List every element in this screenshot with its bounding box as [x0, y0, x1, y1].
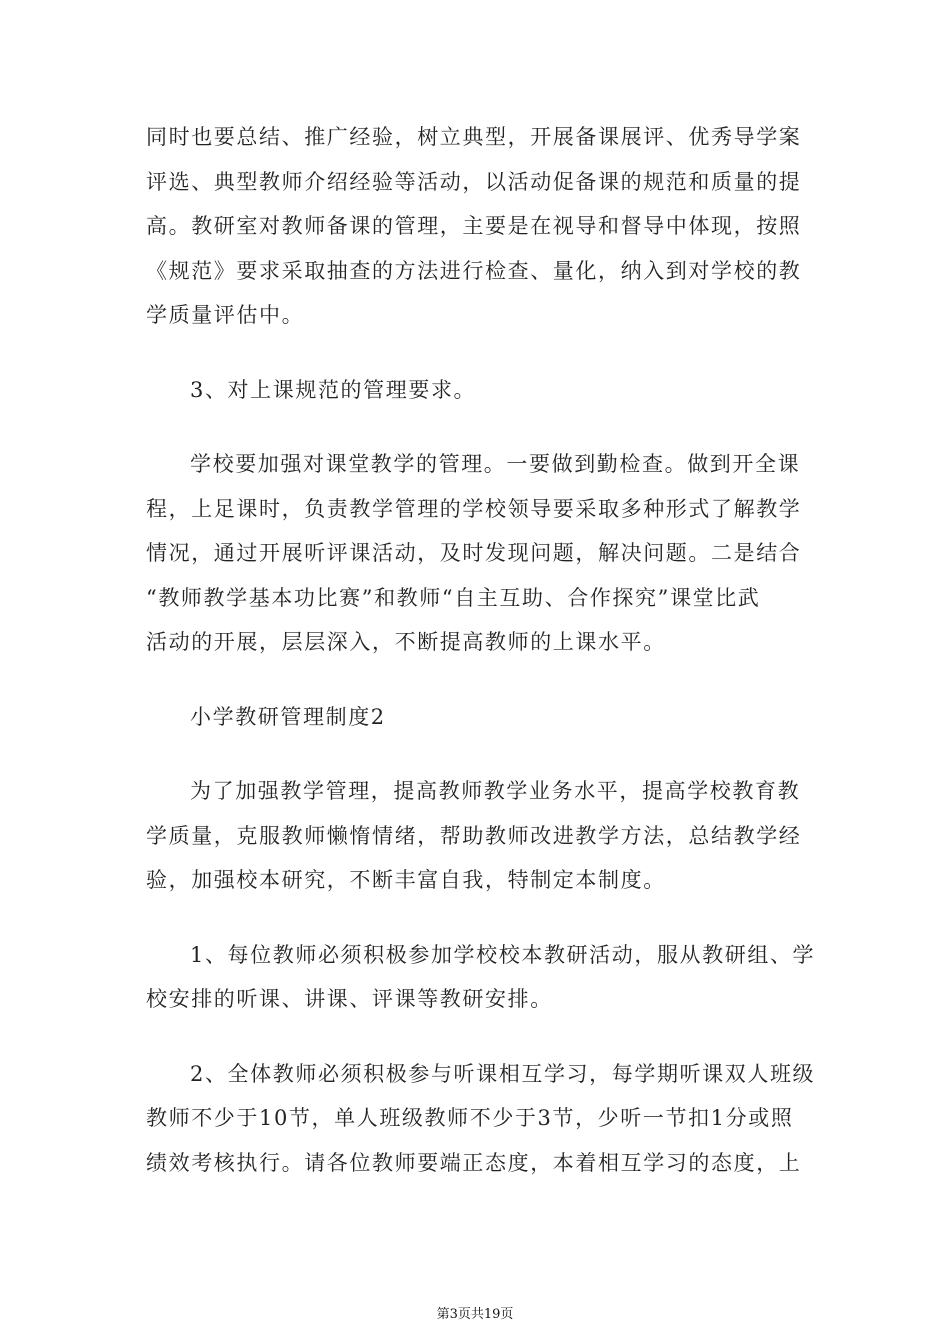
paragraph-line: 高。教研室对教师备课的管理，主要是在视导和督导中体现，按照 — [146, 214, 802, 238]
paragraph-line: “教师教学基本功比赛”和教师“自主互助、合作探究”课堂比武 — [146, 585, 761, 610]
paragraph-line: 验，加强校本研究，不断丰富自我，特制定本制度。 — [146, 868, 666, 892]
paragraph-line: 程，上足课时，负责教学管理的学校领导要采取多种形式了解教学 — [146, 496, 802, 521]
paragraph-line: 学质量，克服教师懒惰情绪，帮助教师改进教学方法，总结教学经 — [146, 823, 802, 848]
paragraph — [146, 442, 806, 665]
paragraph-line: 1、每位教师必须积极参加学校校本教研活动，服从教研组、学 — [190, 942, 816, 967]
paragraph-line: 校安排的听课、讲课、评课等教研安排。 — [146, 987, 553, 1011]
paragraph-line: 教师不少于10节，单人班级教师不少于3节，少听一节扣1分或照 — [146, 1106, 794, 1130]
paragraph-line: 情况，通过开展听评课活动，及时发现问题，解决问题。二是结合 — [146, 541, 802, 565]
paragraph-line: 学校要加强对课堂教学的管理。一要做到勤检查。做到开全课 — [190, 452, 801, 476]
paragraph — [146, 115, 806, 338]
paragraph-line: 小学教研管理制度2 — [190, 704, 386, 729]
paragraph-line: 学质量评估中。 — [146, 303, 305, 327]
paragraph-line: 活动的开展，层层深入，不断提高教师的上课水平。 — [146, 630, 666, 654]
paragraph-line: 3、对上课规范的管理要求。 — [190, 377, 477, 402]
paragraph-line: 绩效考核执行。请各位教师要端正态度，本着相互学习的态度，上 — [146, 1150, 802, 1175]
paragraph-line: 2、全体教师必须积极参与听课相互学习，每学期听课双人班级 — [190, 1061, 816, 1086]
paragraph-line: 同时也要总结、推广经验，树立典型，开展备课展评、优秀导学案 — [146, 125, 802, 149]
page-footer: 第3页共19页 — [436, 1307, 514, 1322]
paragraph — [146, 933, 816, 1022]
document-body — [146, 115, 816, 1215]
paragraph — [146, 769, 806, 903]
paragraph-line: 为了加强教学管理，提高教师教学业务水平，提高学校教育教 — [190, 779, 801, 803]
paragraph-line: 《规范》要求采取抽查的方法进行检查、量化，纳入到对学校的教 — [146, 258, 802, 283]
paragraph — [146, 695, 806, 740]
paragraph — [146, 1052, 816, 1186]
paragraph — [146, 368, 806, 413]
paragraph-line: 评选、典型教师介绍经验等活动，以活动促备课的规范和质量的提 — [146, 169, 802, 194]
